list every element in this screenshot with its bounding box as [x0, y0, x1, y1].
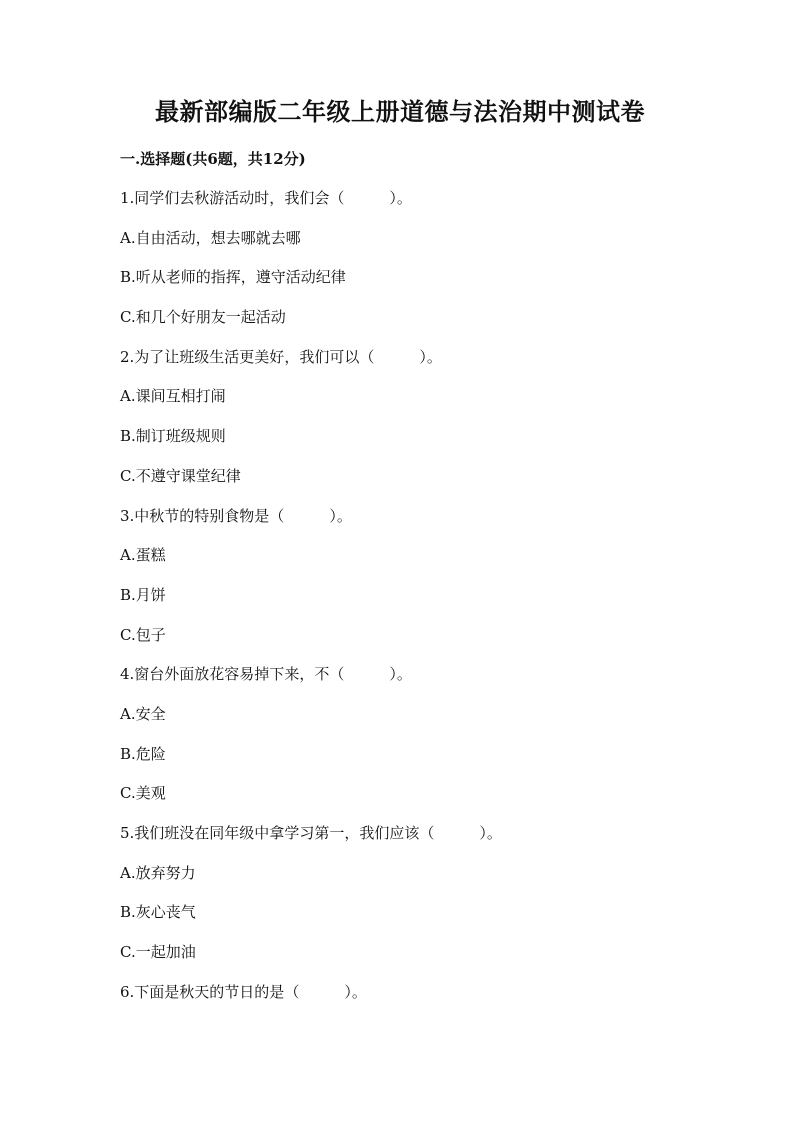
answer-option: A.蛋糕	[120, 546, 166, 565]
answer-option: A.自由活动，想去哪就去哪	[120, 228, 301, 247]
answer-option: B.制订班级规则	[120, 427, 226, 446]
answer-option: C.和几个好朋友一起活动	[120, 308, 286, 327]
page-title: 最新部编版二年级上册道德与法治期中测试卷	[155, 97, 645, 126]
answer-option: B.月饼	[120, 585, 166, 604]
answer-option: C.美观	[120, 784, 166, 803]
answer-option: C.包子	[120, 625, 166, 644]
question-list	[120, 186, 720, 1019]
answer-option: C.一起加油	[120, 943, 196, 962]
answer-option: A.放弃努力	[120, 863, 196, 882]
answer-option: B.灰心丧气	[120, 903, 196, 922]
question-stem: 6.下面是秋天的节日的是（ ）。	[120, 982, 367, 1001]
answer-option: A.课间互相打闹	[120, 387, 226, 406]
answer-option: C.不遵守课堂纪律	[120, 466, 241, 485]
answer-option: B.听从老师的指挥，遵守活动纪律	[120, 268, 346, 287]
answer-option: B.危险	[120, 744, 166, 763]
question-stem: 1.同学们去秋游活动时，我们会（ ）。	[120, 189, 412, 207]
question-stem: 5.我们班没在同年级中拿学习第一，我们应该（ ）。	[120, 824, 502, 842]
section-header: 一.选择题(共6题，共12分)	[120, 150, 306, 168]
answer-option: A.安全	[120, 704, 166, 723]
question-stem: 2.为了让班级生活更美好，我们可以（ ）。	[120, 347, 442, 366]
question-stem: 4.窗台外面放花容易掉下来，不（ ）。	[120, 665, 412, 684]
question-stem: 3.中秋节的特别食物是（ ）。	[120, 506, 352, 525]
